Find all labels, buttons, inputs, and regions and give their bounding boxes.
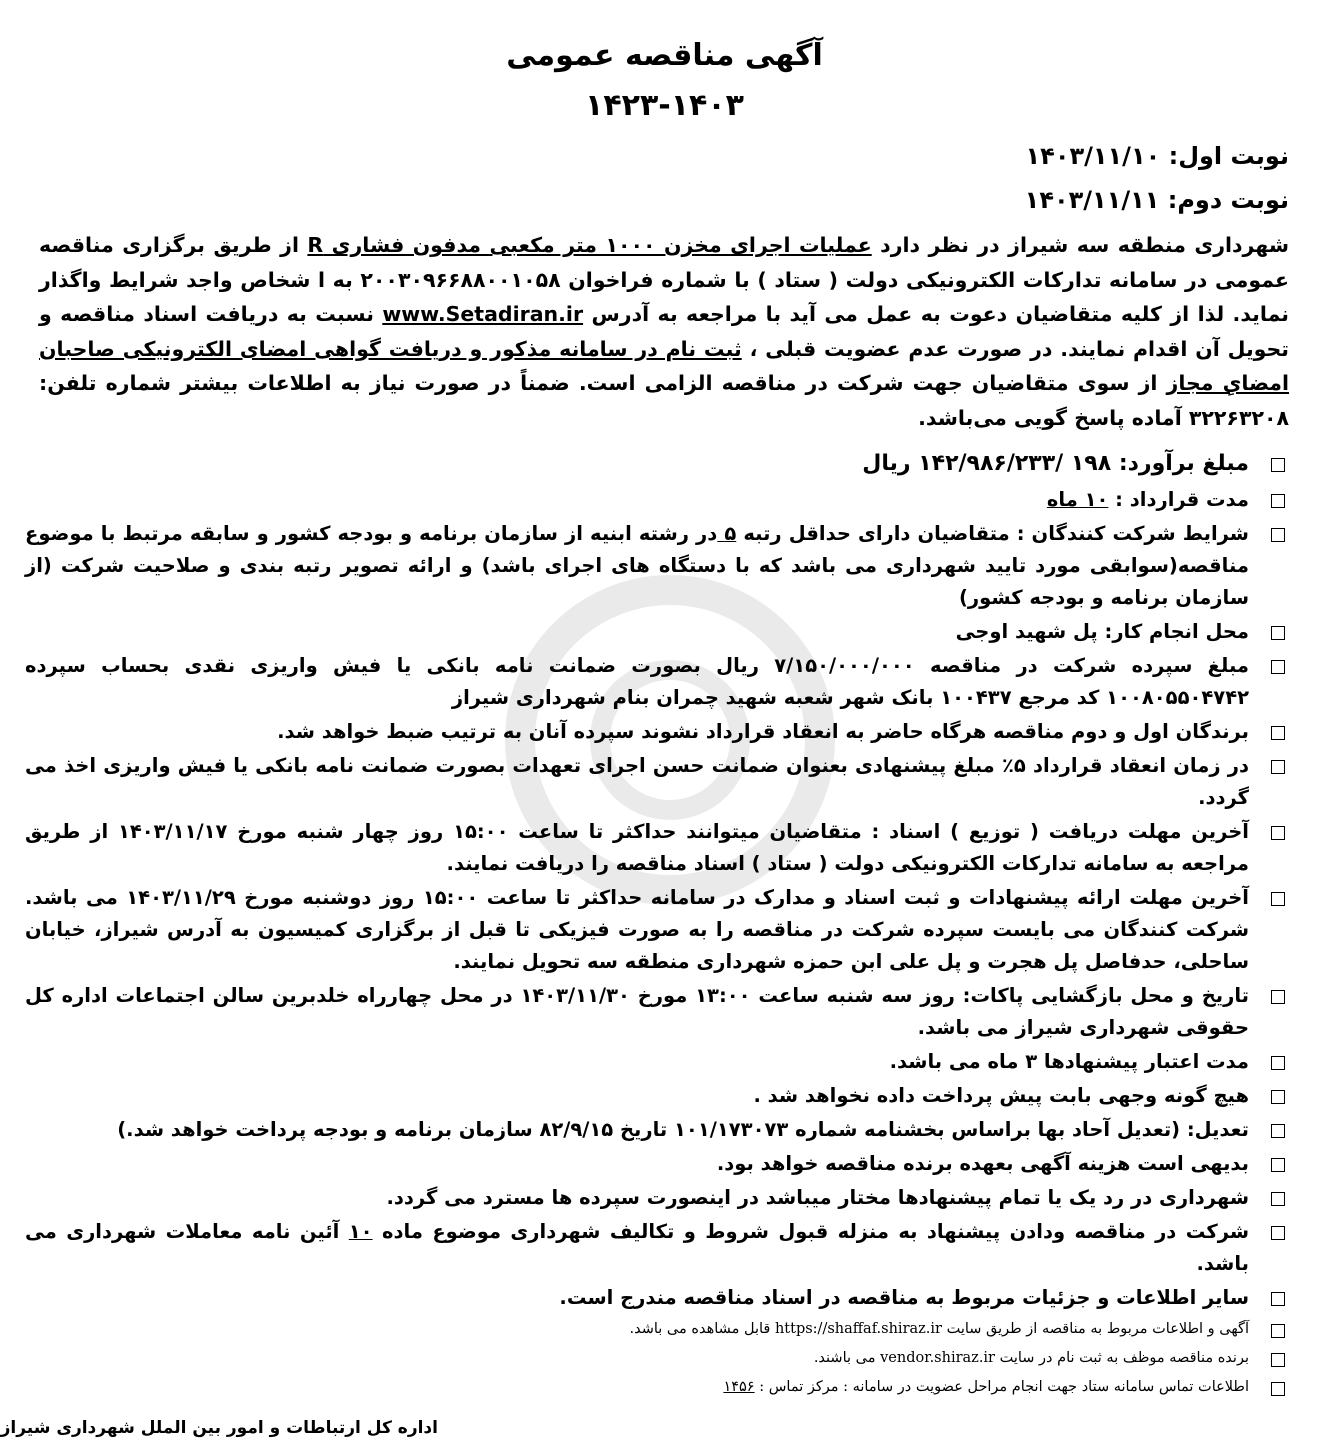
list-item bbox=[25, 1080, 1289, 1112]
project-title: عملیات اجرای مخزن ۱۰۰۰ متر مکعبی مدفون فشاری R bbox=[307, 233, 872, 257]
item-text: سایر اطلاعات و جزئیات مربوط به مناقصه در اسناد مناقصه مندرج است. bbox=[559, 1286, 1249, 1309]
item-underlined-value: ۵ bbox=[717, 522, 737, 545]
item-text: محل انجام کار: پل شهید اوجی bbox=[955, 620, 1249, 643]
list-item-text bbox=[25, 1046, 1249, 1078]
list-item-text bbox=[25, 882, 1249, 978]
checkbox-square-icon bbox=[1271, 1324, 1285, 1338]
list-item bbox=[25, 484, 1289, 516]
list-item bbox=[25, 816, 1289, 880]
item-text-post: می باشند. bbox=[813, 1350, 881, 1366]
checkbox-square-icon bbox=[1271, 1292, 1285, 1306]
list-item bbox=[25, 1282, 1289, 1314]
list-item bbox=[25, 446, 1289, 482]
list-item bbox=[25, 882, 1289, 978]
list-item-text bbox=[25, 1374, 1249, 1401]
notice-number: ۱۴۲۳-۱۴۰۳ bbox=[585, 88, 744, 123]
list-item bbox=[25, 750, 1289, 814]
list-item-text bbox=[25, 1216, 1249, 1280]
item-text: مدت اعتبار پیشنهادها ۳ ماه می باشد. bbox=[889, 1050, 1249, 1073]
second-round-date: نوبت دوم: ۱۴۰۳/۱۱/۱۱ bbox=[1024, 186, 1289, 214]
item-website-link[interactable]: vendor.shiraz.ir bbox=[880, 1350, 995, 1366]
item-text-pre: آگهی و اطلاعات مربوط به مناقصه از طریق سایت bbox=[941, 1321, 1249, 1337]
list-item bbox=[25, 1216, 1289, 1280]
item-text: بدیهی است هزینه آگهی بعهده برنده مناقصه خواهد بود. bbox=[716, 1152, 1249, 1175]
checkbox-square-icon bbox=[1271, 826, 1285, 840]
checkbox-square-icon bbox=[1271, 1090, 1285, 1104]
item-text-pre: برنده مناقصه موظف به ثبت نام در سایت bbox=[995, 1350, 1249, 1366]
item-text: برندگان اول و دوم مناقصه هرگاه حاضر به انعقاد قرارداد نشوند سپرده آنان به ترتیب ضبط خواهد شد. bbox=[277, 720, 1249, 743]
item-text: آخرین مهلت دریافت ( توزیع ) اسناد : متقاضیان میتوانند حداکثر تا ساعت ۱۵:۰۰ روز چهار شنبه مورخ ۱۴۰۳/۱۱/۱۷ از طریق مراجعه به سامانه تدارکات الکترونیکی دولت ( ستاد ) اسناد مناقصه را دریافت نمایند. bbox=[25, 820, 1249, 875]
item-underlined-value: ۱۰ ماه bbox=[1046, 488, 1109, 511]
item-text-pre: شرایط شرکت کنندگان : متقاضیان دارای حداقل رتبه bbox=[736, 522, 1249, 545]
list-item bbox=[25, 1316, 1289, 1343]
checkbox-square-icon bbox=[1271, 990, 1285, 1004]
list-item-text bbox=[25, 816, 1249, 880]
list-item-text bbox=[25, 1114, 1249, 1146]
intro-part-1: شهرداری منطقه سه شیراز در نظر دارد bbox=[871, 233, 1289, 257]
checkbox-square-icon bbox=[1271, 1353, 1285, 1367]
item-text: مبلغ برآورد: ۱۹۸ /۱۴۲/۹۸۶/۲۳۳ ریال bbox=[862, 451, 1249, 476]
notice-title: آگهی مناقصه عمومی bbox=[506, 38, 823, 73]
intro-part-3: نسبت به دریافت اسناد مناقصه و تحویل آن اقدام نمایند. در صورت عدم عضویت قبلی ، bbox=[39, 302, 1289, 361]
registration-requirement: ثبت نام در سامانه مذکور و دریافت گواهی امضای الکترونیکی صاحبان امضایِ مجاز bbox=[39, 336, 1290, 395]
item-text: تعدیل: (تعدیل آحاد بها براساس بخشنامه شماره ۱۰۱/۱۷۳۰۷۳ تاریخ ۸۲/۹/۱۵ سازمان برنامه و بودجه پرداخت خواهد شد.) bbox=[117, 1118, 1249, 1141]
checkbox-square-icon bbox=[1271, 494, 1285, 508]
item-text: تاریخ و محل بازگشایی پاکات: روز سه شنبه ساعت ۱۳:۰۰ مورخ ۱۴۰۳/۱۱/۳۰ در محل چهارراه خلدبرین سالن اجتماعات اداره کل حقوقی شهرداری شیراز می باشد. bbox=[25, 984, 1249, 1039]
intro-part-2: از طریق برگزاری مناقصه عمومی در سامانه تدارکات الکترونیکی دولت ( ستاد ) با شماره فراخوان ۲۰۰۳۰۹۶۶۸۸۰۰۱۰۵۸ به ا شخاص واجد شرایط واگذار نماید. لذا از کلیه متقاضیان دعوت به عمل می آید با مراجعه به آدرس bbox=[39, 233, 1290, 326]
first-round-date: نوبت اول: ۱۴۰۳/۱۱/۱۰ bbox=[1025, 142, 1289, 170]
item-text: در زمان انعقاد قرارداد ۵٪ مبلغ پیشنهادی بعنوان ضمانت حسن اجرای تعهدات بصورت ضمانت نامه بانکی یا فیش واریزی اخذ می گردد. bbox=[25, 754, 1249, 809]
checkbox-square-icon bbox=[1271, 1192, 1285, 1206]
item-text-post: آئین نامه معاملات شهرداری می باشد. bbox=[25, 1220, 1249, 1275]
list-item-text bbox=[25, 1148, 1249, 1180]
list-item-text bbox=[25, 518, 1249, 614]
checkbox-square-icon bbox=[1271, 458, 1285, 472]
item-text-post: قابل مشاهده می باشد. bbox=[629, 1321, 775, 1337]
item-text: مبلغ سپرده شرکت در مناقصه ۷/۱۵۰/۰۰۰/۰۰۰ ریال بصورت ضمانت نامه بانکی یا فیش واریزی نقدی بحساب سپرده ۱۰۰۸۰۵۵۰۴۷۴۲ کد مرجع ۱۰۰۴۳۷ بانک شهر شعبه شهید چمران بنام شهرداری شیراز bbox=[25, 654, 1249, 709]
item-website-link[interactable]: https://shaffaf.shiraz.ir bbox=[774, 1321, 942, 1337]
list-item-text bbox=[25, 1182, 1249, 1214]
list-item bbox=[25, 518, 1289, 614]
checkbox-square-icon bbox=[1271, 726, 1285, 740]
checkbox-square-icon bbox=[1271, 892, 1285, 906]
checkbox-square-icon bbox=[1271, 1056, 1285, 1070]
intro-part-4: از سوی متقاضیان جهت شرکت در مناقصه الزامی است. ضمناً در صورت نیاز به اطلاعات بیشتر شماره تلفن: ۳۲۲۶۳۲۰۸ آماده پاسخ گویی می‌باشد. bbox=[39, 371, 1289, 430]
list-item-text bbox=[25, 1316, 1249, 1343]
list-item-text bbox=[25, 1080, 1249, 1112]
intro-paragraph bbox=[39, 228, 1289, 435]
item-text-pre: اطلاعات تماس سامانه ستاد جهت انجام مراحل عضویت در سامانه : مرکز تماس : bbox=[754, 1379, 1249, 1395]
list-item bbox=[25, 716, 1289, 748]
checkbox-square-icon bbox=[1271, 626, 1285, 640]
list-item bbox=[25, 1182, 1289, 1214]
list-item bbox=[25, 650, 1289, 714]
list-item-text bbox=[25, 980, 1249, 1044]
item-text-pre: مدت قرارداد : bbox=[1108, 488, 1249, 511]
checkbox-square-icon bbox=[1271, 528, 1285, 542]
item-text-pre: شرکت در مناقصه ودادن پیشنهاد به منزله قبول شروط و تکالیف شهرداری موضوع ماده bbox=[372, 1220, 1250, 1243]
checkbox-square-icon bbox=[1271, 1124, 1285, 1138]
item-underlined-value: ۱۰ bbox=[348, 1220, 373, 1243]
checkbox-square-icon bbox=[1271, 1158, 1285, 1172]
list-item bbox=[25, 1114, 1289, 1146]
checkbox-square-icon bbox=[1271, 660, 1285, 674]
list-item-text bbox=[25, 484, 1249, 516]
list-item-text bbox=[25, 716, 1249, 748]
list-item-text bbox=[25, 1282, 1249, 1314]
checkbox-square-icon bbox=[1271, 1226, 1285, 1240]
item-text: شهرداری در رد یک یا تمام پیشنهادها مختار میباشد در اینصورت سپرده ها مسترد می گردد. bbox=[386, 1186, 1249, 1209]
list-item bbox=[25, 616, 1289, 648]
list-item bbox=[25, 1374, 1289, 1401]
item-text: هیچ گونه وجهی بابت پیش پرداخت داده نخواهد شد . bbox=[753, 1084, 1249, 1107]
list-item-text bbox=[25, 446, 1249, 482]
list-item-text bbox=[25, 650, 1249, 714]
checkbox-square-icon bbox=[1271, 1382, 1285, 1396]
item-text: آخرین مهلت ارائه پیشنهادات و ثبت اسناد و مدارک در سامانه حداکثر تا ساعت ۱۵:۰۰ روز دوشنبه مورخ ۱۴۰۳/۱۱/۲۹ می باشد. شرکت کنندگان می بایست سپرده شرکت در مناقصه را به صورت فیزیکی تا قبل از برگزاری کمیسیون به آدرس شیراز، خیابان ساحلی، حدفاصل پل هجرت و پل علی ابن حمزه شهرداری منطقه سه تحویل نمایند. bbox=[25, 886, 1249, 973]
list-item bbox=[25, 1345, 1289, 1372]
list-item bbox=[25, 1046, 1289, 1078]
list-item bbox=[25, 980, 1289, 1044]
setadiran-website-link[interactable]: www.Setadiran.ir bbox=[382, 302, 584, 326]
list-item-text bbox=[25, 616, 1249, 648]
conditions-list bbox=[25, 446, 1289, 1403]
list-item bbox=[25, 1148, 1289, 1180]
issuer-office: اداره کل ارتباطات و امور بین الملل شهرداری شیراز bbox=[0, 1418, 438, 1438]
item-text-post: در رشته ابنیه از سازمان برنامه و بودجه کشور و سابقه مرتبط با موضوع مناقصه(سوابقی مورد تایید شهرداری می باشد که با دستگاه های اجرای باشد) و ارائه تصویر رتبه بندی و صلاحیت شرکت (از سازمان برنامه و بودجه کشور) bbox=[25, 522, 1249, 609]
checkbox-square-icon bbox=[1271, 760, 1285, 774]
list-item-text bbox=[25, 750, 1249, 814]
item-underlined-value: ۱۴۵۶ bbox=[723, 1379, 755, 1395]
list-item-text bbox=[25, 1345, 1249, 1372]
